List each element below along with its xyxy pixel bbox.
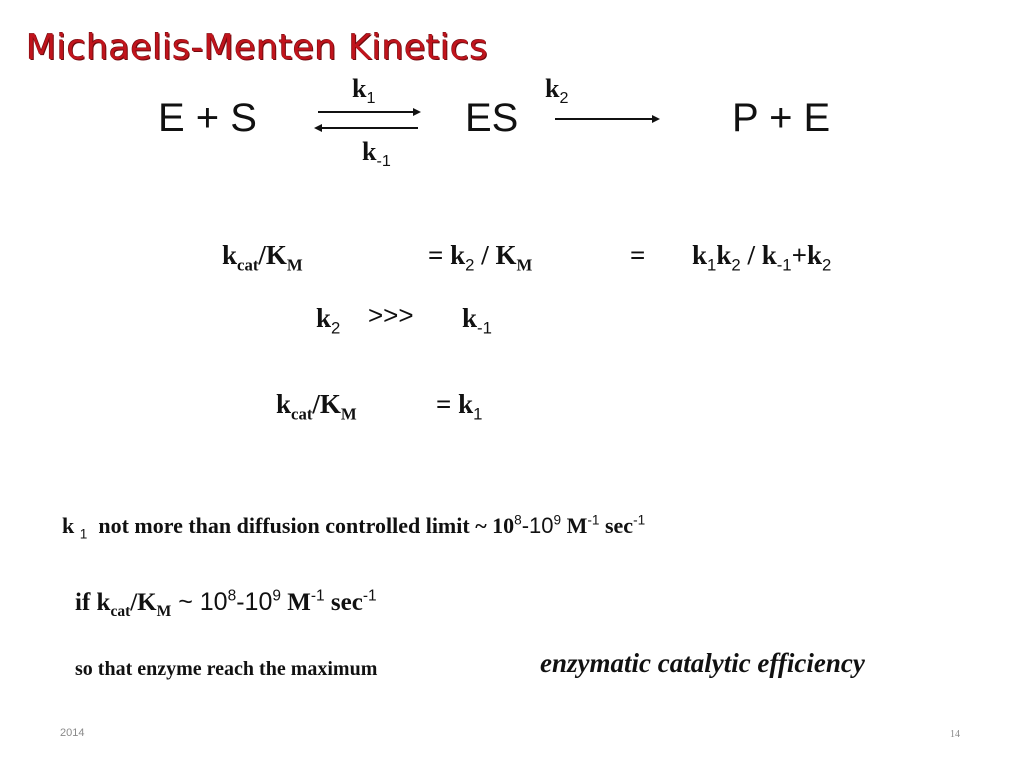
equals-k1: = $k_1$ <box>436 389 483 424</box>
complex-es: ES <box>465 96 519 140</box>
kcat-km-simplified: $k_{cat}/K_M$ <box>276 389 357 424</box>
condition-statement: if $k_{cat}/K_M$ ~ $10^8-10^9$ $M^{-1}$ $\sec^{-1}$ <box>75 587 377 620</box>
reactants: E + S <box>158 96 257 140</box>
kcat-km-lhs: $k_{cat}/K_M$ <box>222 240 303 275</box>
forward-arrow-line <box>318 111 414 113</box>
rate-k2: $k_2$ <box>545 74 569 108</box>
rate-k-minus1: $k_{-1}$ <box>362 137 391 171</box>
rate-k1: $k_1$ <box>352 74 376 108</box>
product-arrow-line <box>555 118 653 120</box>
diffusion-limit-statement: k $_1$ not more than diffusion controlled limit ~ $10^8-10^9$ $M^{-1}$ $\sec^{-1}$ <box>62 512 646 542</box>
comparison-operator: >>> <box>368 300 414 330</box>
reverse-arrow-line <box>322 127 418 129</box>
conclusion-text: so that enzyme reach the maximum <box>75 658 378 680</box>
page-number: 14 <box>950 729 960 740</box>
product-arrow-head <box>652 115 660 123</box>
conclusion-emphasis: enzymatic catalytic efficiency <box>540 648 865 678</box>
products: P + E <box>732 96 831 140</box>
slide-title: Michaelis-Menten Kinetics <box>26 28 488 68</box>
footer-year: 2014 <box>60 727 85 739</box>
full-expression: $k_1k_2 / k_{-1}+k_2$ <box>692 240 832 275</box>
forward-arrow-head <box>413 108 421 116</box>
eq-k2-over-km: = $k_2 / K_M$ <box>428 240 533 275</box>
equals-sign: = <box>630 240 646 270</box>
comparison-k-minus1: $k_{-1}$ <box>462 303 492 338</box>
comparison-k2: $k_2$ <box>316 303 341 338</box>
reverse-arrow-head <box>314 124 322 132</box>
